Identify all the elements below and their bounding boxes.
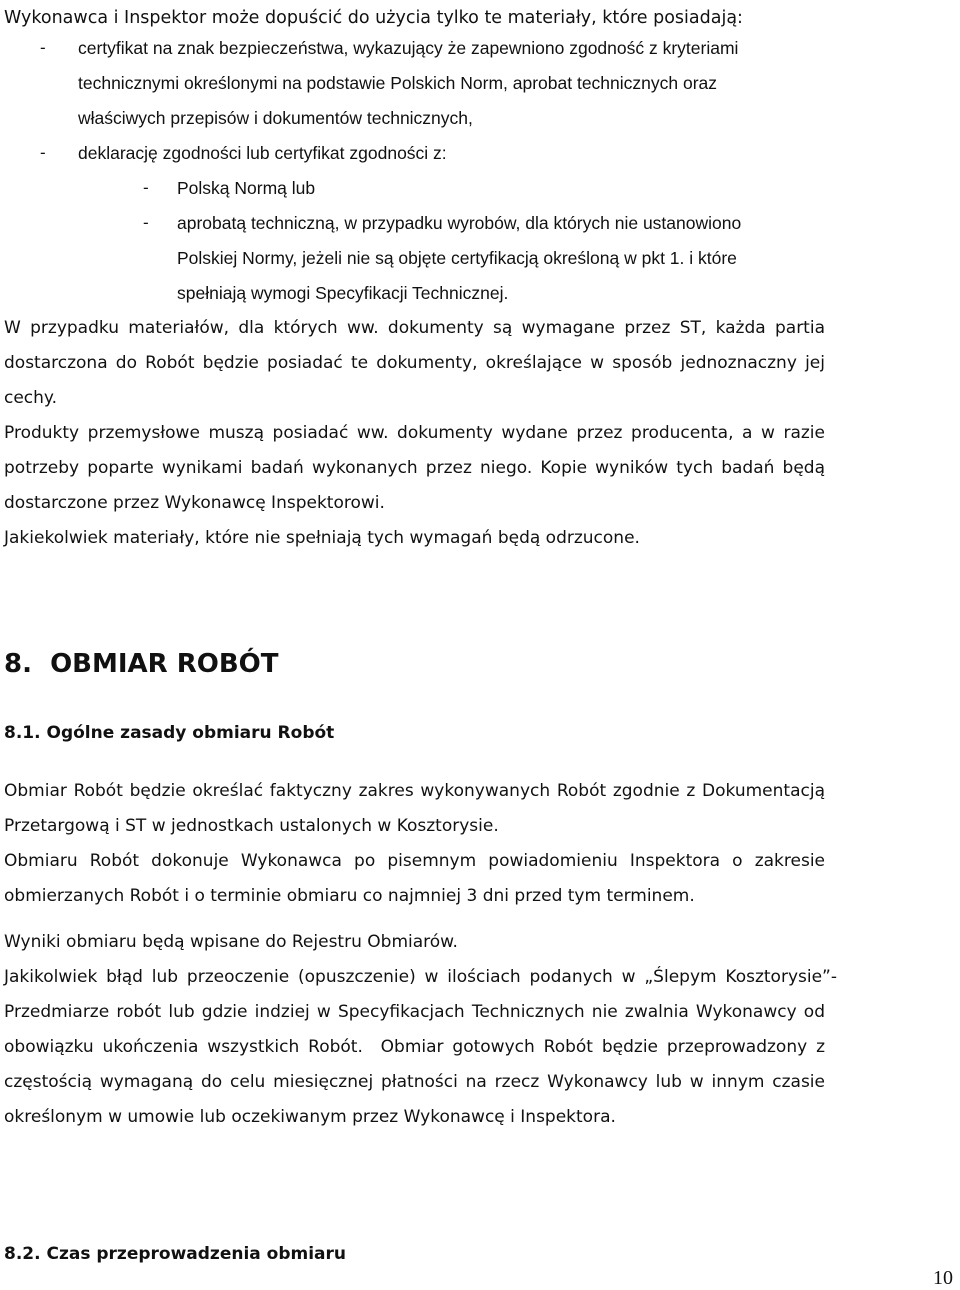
paragraph-line: Produkty przemysłowe muszą posiadać ww. dokumenty wydane przez producenta, a w razie xyxy=(4,423,825,443)
paragraph-text: Wyniki obmiaru będą wpisane do Rejestru Obmiarów. xyxy=(4,932,458,952)
paragraph-line: obowiązku ukończenia wszystkich Robót. Obmiar gotowych Robót będzie przeprowadzony z xyxy=(4,1037,825,1057)
subbullet-line: spełniają wymogi Specyfikacji Technicznej. xyxy=(177,283,509,303)
section-heading: 8. OBMIAR ROBÓT xyxy=(4,649,279,679)
paragraph-line: Obmiaru Robót dokonuje Wykonawca po pisemnym powiadomieniu Inspektora o zakresie xyxy=(4,851,825,871)
paragraph-line: dostarczona do Robót będzie posiadać te dokumenty, określające w sposób jednoznaczny jej xyxy=(4,353,825,373)
intro-text: Wykonawca i Inspektor może dopuścić do użycia tylko te materiały, które posiadają: xyxy=(4,8,743,28)
paragraph-line: Obmiar Robót będzie określać faktyczny zakres wykonywanych Robót zgodnie z Dokumentacją xyxy=(4,781,825,801)
bullet-line: deklarację zgodności lub certyfikat zgodności z: xyxy=(78,143,447,163)
bullet-line: certyfikat na znak bezpieczeństwa, wykazujący że zapewniono zgodność z kryteriami xyxy=(78,38,739,58)
paragraph-line: W przypadku materiałów, dla których ww. dokumenty są wymagane przez ST, każda partia xyxy=(4,318,825,338)
paragraph-line: określonym w umowie lub oczekiwanym przez Wykonawcę i Inspektora. xyxy=(4,1107,616,1127)
subbullet-line: aprobatą techniczną, w przypadku wyrobów, dla których nie ustanowiono xyxy=(177,213,742,233)
paragraph-line: cechy. xyxy=(4,388,57,408)
subbullet-dash: - xyxy=(143,178,149,197)
paragraph-line: obmierzanych Robót i o terminie obmiaru co najmniej 3 dni przed tym terminem. xyxy=(4,886,695,906)
subbullet-line: Polskiej Normy, jeżeli nie są objęte certyfikacją określoną w pkt 1. i które xyxy=(177,248,737,268)
bullet-dash: - xyxy=(40,38,46,57)
paragraph-line: częstością wymaganą do celu miesięcznej płatności na rzecz Wykonawcy lub w innym czasie xyxy=(4,1072,825,1092)
paragraph-line: potrzeby poparte wynikami badań wykonanych przez niego. Kopie wyników tych badań będą xyxy=(4,458,825,478)
page-number: 10 xyxy=(933,1267,953,1289)
paragraph-line: dostarczone przez Wykonawcę Inspektorowi. xyxy=(4,493,385,513)
paragraph-line: Przetargową i ST w jednostkach ustalonych w Kosztorysie. xyxy=(4,816,499,836)
subbullet-line: Polską Normą lub xyxy=(177,178,316,198)
paragraph-text: Jakiekolwiek materiały, które nie spełniają tych wymagań będą odrzucone. xyxy=(4,528,640,548)
subbullet-dash: - xyxy=(143,213,149,232)
paragraph-line: Jakikolwiek błąd lub przeoczenie (opuszczenie) w ilościach podanych w „Ślepym Kosztorysie”- xyxy=(4,967,837,987)
paragraph-line: Przedmiarze robót lub gdzie indziej w Specyfikacjach Technicznych nie zwalnia Wykonawcy od xyxy=(4,1002,825,1022)
bullet-dash: - xyxy=(40,143,46,162)
subsection-heading: 8.2. Czas przeprowadzenia obmiaru xyxy=(4,1244,347,1264)
bullet-line: właściwych przepisów i dokumentów technicznych, xyxy=(78,108,473,128)
subsection-heading: 8.1. Ogólne zasady obmiaru Robót xyxy=(4,723,335,743)
bullet-line: technicznymi określonymi na podstawie Polskich Norm, aprobat technicznych oraz xyxy=(78,73,718,93)
